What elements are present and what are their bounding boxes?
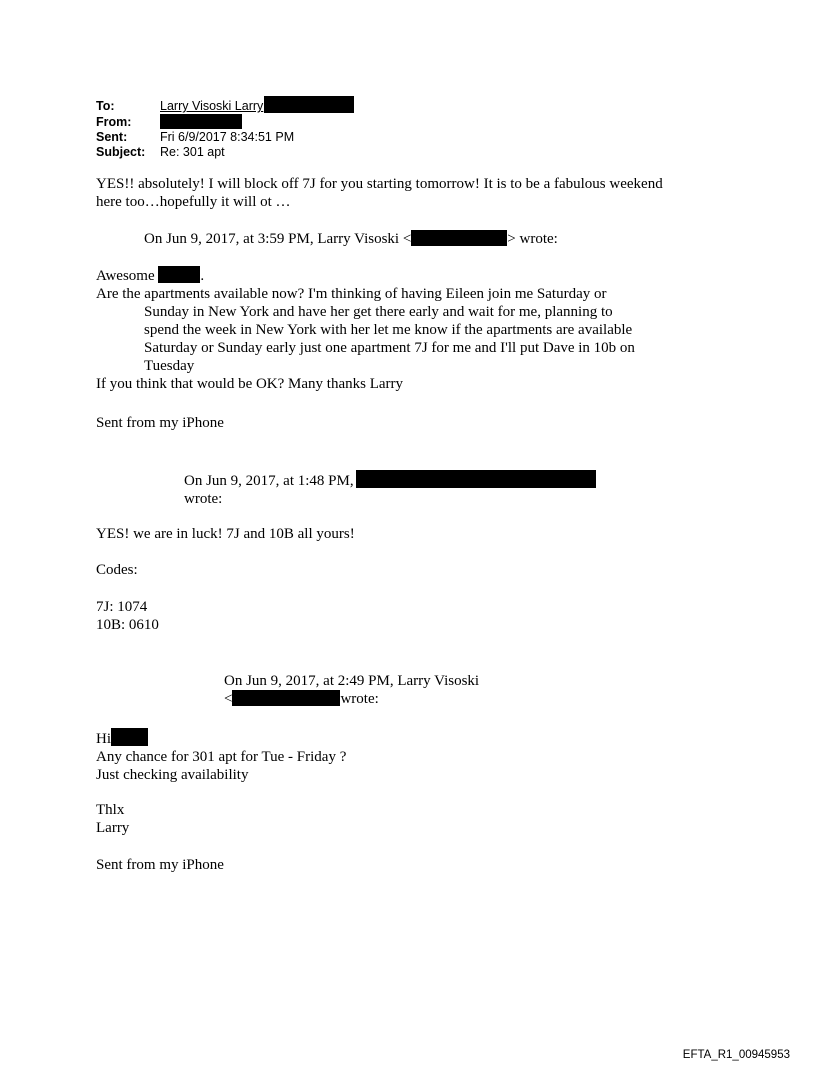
sent-value: Fri 6/9/2017 8:34:51 PM (160, 130, 295, 144)
sign-off-line: Thlx (96, 802, 125, 818)
redaction-box (160, 114, 242, 129)
reply-line: YES!! absolutely! I will block off 7J for you starting tomorrow! It is to be a fabulous weekend (96, 176, 663, 192)
sent-label: Sent: (96, 130, 128, 144)
sent-row (96, 130, 354, 145)
signature: Sent from my iPhone (96, 857, 224, 873)
sign-off-name: Larry (96, 820, 130, 836)
greeting-text: Awesome (96, 268, 159, 284)
codes-label: Codes: (96, 562, 138, 578)
redaction-box (356, 470, 596, 488)
quote-attribution (184, 470, 596, 508)
redaction-box (111, 728, 148, 746)
to-row (96, 96, 354, 114)
attribution-text: wrote: (184, 491, 223, 507)
signature: Sent from my iPhone (96, 415, 224, 431)
subject-row (96, 145, 354, 160)
attribution-text: wrote: (340, 691, 379, 707)
redaction-box (232, 690, 340, 706)
email-header (96, 96, 354, 160)
redaction-box (264, 96, 354, 113)
attribution-text: On Jun 9, 2017, at 1:48 PM, (184, 473, 354, 489)
bates-number: EFTA_R1_00945953 (682, 1049, 790, 1061)
message-line: Saturday or Sunday early just one apartment 7J for me and I'll put Dave in 10b on (144, 340, 635, 356)
quote-attribution (144, 230, 558, 248)
message-line: spend the week in New York with her let me know if the apartments are available (144, 322, 633, 338)
redaction-box (158, 266, 200, 283)
attribution-text: > wrote: (507, 231, 558, 247)
message-line: Any chance for 301 apt for Tue - Friday ? (96, 749, 347, 765)
message-line: Just checking availability (96, 767, 249, 783)
from-label: From: (96, 115, 132, 129)
subject-value: Re: 301 apt (160, 145, 225, 159)
attribution-text: On Jun 9, 2017, at 3:59 PM, Larry Visoski < (144, 231, 412, 247)
codes-list (96, 598, 159, 634)
message-line: Are the apartments available now? I'm thinking of having Eileen join me Saturday or (96, 286, 607, 302)
reply-line: here too…hopefully it will ot … (96, 194, 291, 210)
code-line: 10B: 0610 (96, 617, 159, 633)
from-row (96, 114, 354, 130)
greeting-text: . (200, 268, 205, 284)
to-value: Larry Visoski Larry (160, 99, 264, 113)
attribution-text: < (224, 691, 233, 707)
attribution-text: On Jun 9, 2017, at 2:49 PM, Larry Visoski (224, 673, 480, 689)
message-line: Sunday in New York and have her get there early and wait for me, planning to (144, 304, 613, 320)
sign-off (96, 801, 129, 837)
quoted-message (96, 266, 635, 393)
message-line: If you think that would be OK? Many thanks Larry (96, 376, 404, 392)
message-line: Tuesday (144, 358, 195, 374)
subject-label: Subject: (96, 145, 146, 159)
reply-body (96, 175, 663, 211)
code-line: 7J: 1074 (96, 599, 148, 615)
redaction-box (411, 230, 507, 246)
quoted-message-body: YES! we are in luck! 7J and 10B all yours! (96, 526, 355, 542)
to-label: To: (96, 99, 115, 113)
greeting-text: Hi (96, 731, 111, 747)
greeting (96, 266, 635, 285)
quote-attribution (224, 672, 479, 708)
quoted-message (96, 728, 346, 784)
greeting (96, 728, 346, 748)
